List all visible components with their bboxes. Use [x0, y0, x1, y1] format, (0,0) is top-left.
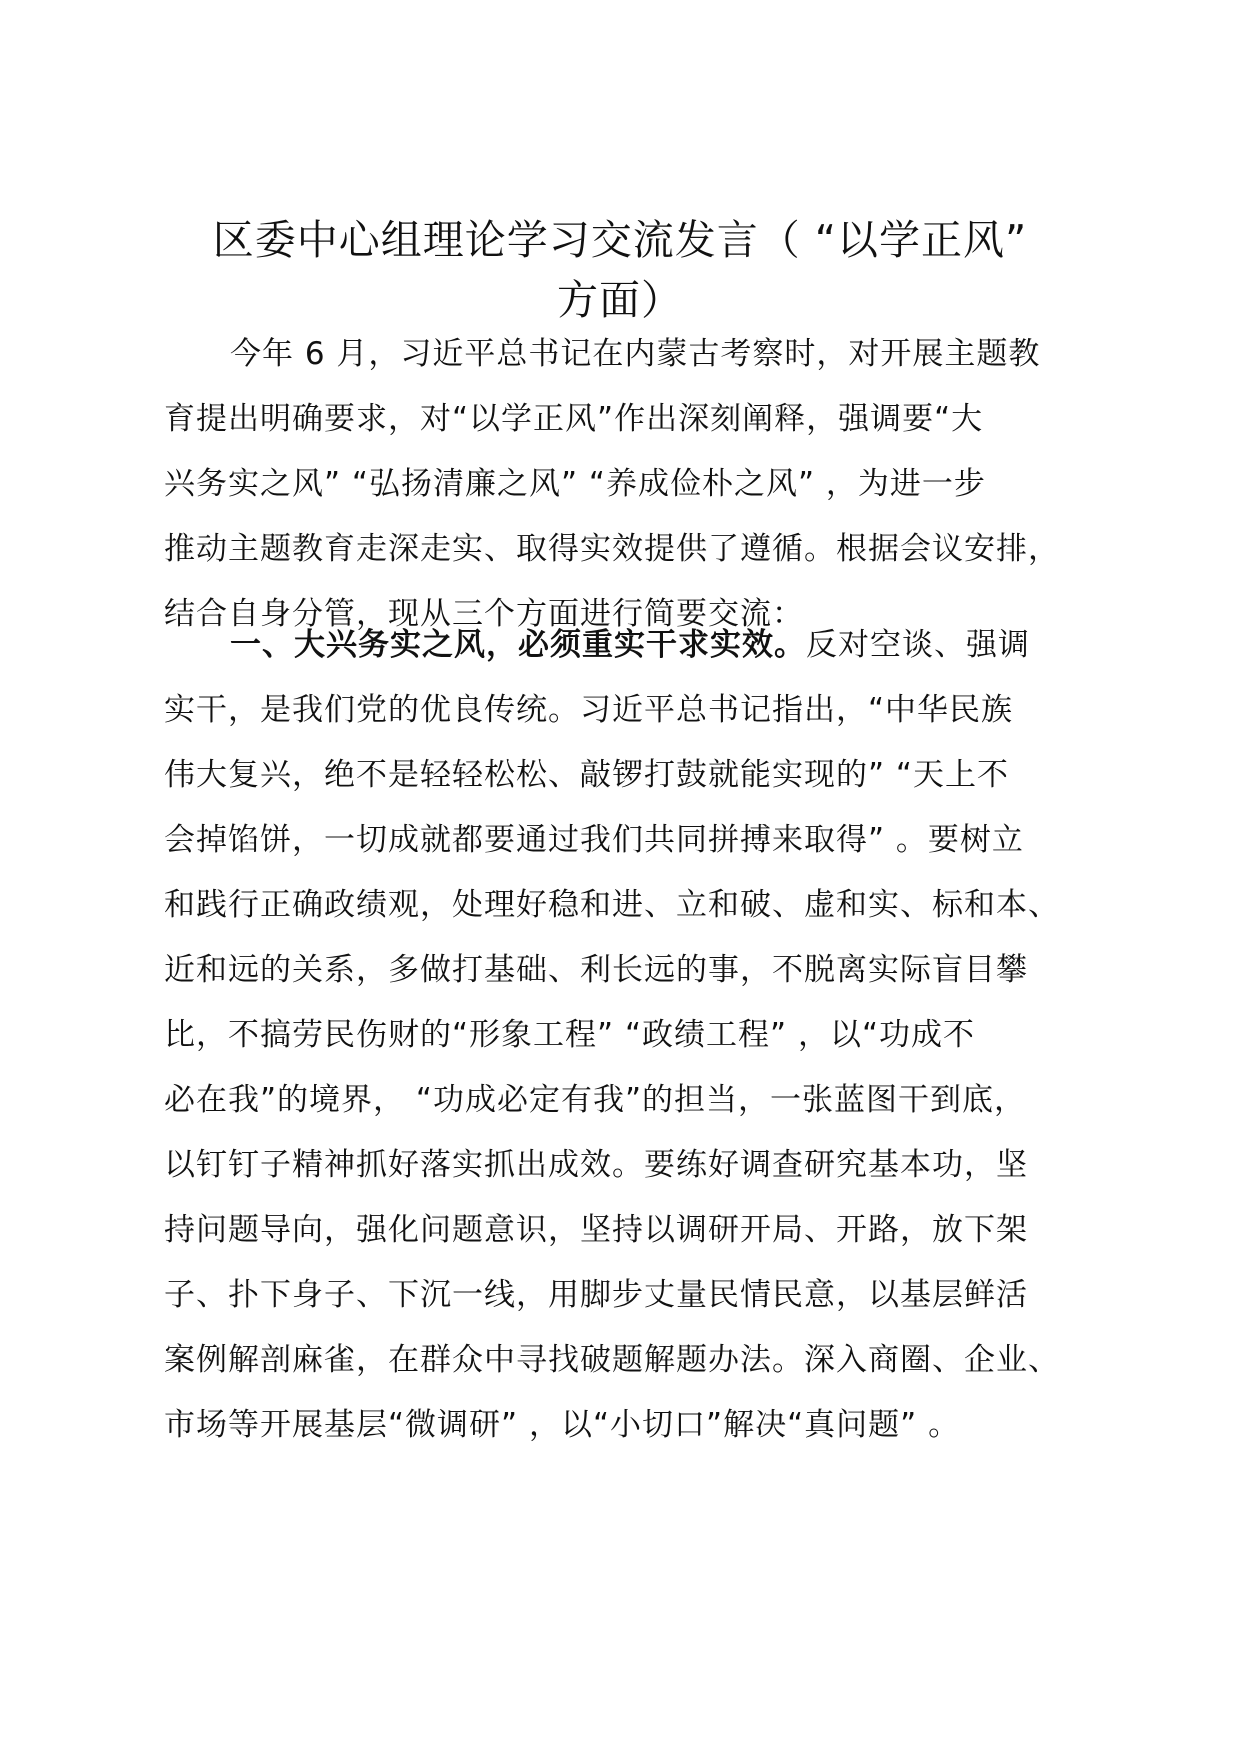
text-line: 必在我”的境界， “功成必定有我”的担当，一张蓝图干到底， [164, 1082, 1027, 1118]
text-line: 伟大复兴，绝不是轻轻松松、敲锣打鼓就能实现的” “天上不 [164, 757, 1009, 793]
text-line: 近和远的关系，多做打基础、利长远的事，不脱离实际盲目攀 [164, 952, 1028, 988]
text-line: 和践行正确政绩观，处理好稳和进、立和破、虚和实、标和本、 [164, 887, 1060, 923]
text-line [164, 613, 1104, 678]
text-line: 比，不搞劳民伤财的“形象工程” “政绩工程” ，以“功成不 [164, 1017, 976, 1053]
text-line: 今年 6 月，习近平总书记在内蒙古考察时，对开展主题教 [230, 336, 1041, 372]
text-line: 推动主题教育走深走实、取得实效提供了遵循。根据会议安排， [164, 531, 1060, 567]
text-line: 持问题导向，强化问题意识，坚持以调研开局、开路，放下架 [164, 1212, 1028, 1248]
document-title-line-1: 区委中心组理论学习交流发言（ “以学正风” [212, 216, 1028, 264]
text-line: 兴务实之风” “弘扬清廉之风” “养成俭朴之风” ，为进一步 [164, 466, 986, 502]
section-heading: 一、大兴务实之风，必须重实干求实效。 [230, 627, 806, 663]
text-line: 以钉钉子精神抓好落实抓出成效。要练好调查研究基本功，坚 [164, 1147, 1028, 1183]
text-line: 结合自身分管，现从三个方面进行简要交流： [164, 596, 804, 632]
paragraph-intro [164, 322, 1104, 647]
text-line: 市场等开展基层“微调研” ，以“小切口”解决“真问题” 。 [164, 1407, 961, 1443]
text-line: 实干，是我们党的优良传统。习近平总书记指出，“中华民族 [164, 692, 1014, 728]
paragraph-section-one [164, 613, 1104, 1458]
document-title-line-2: 方面） [557, 276, 683, 324]
section-text: 反对空谈、强调 [806, 627, 1030, 663]
text-line: 案例解剖麻雀，在群众中寻找破题解题办法。深入商圈、企业、 [164, 1342, 1060, 1378]
text-line: 会掉馅饼，一切成就都要通过我们共同拼搏来取得” 。要树立 [164, 822, 1024, 858]
text-line: 育提出明确要求，对“以学正风”作出深刻阐释，强调要“大 [164, 401, 984, 437]
text-line: 子、扑下身子、下沉一线，用脚步丈量民情民意，以基层鲜活 [164, 1277, 1028, 1313]
